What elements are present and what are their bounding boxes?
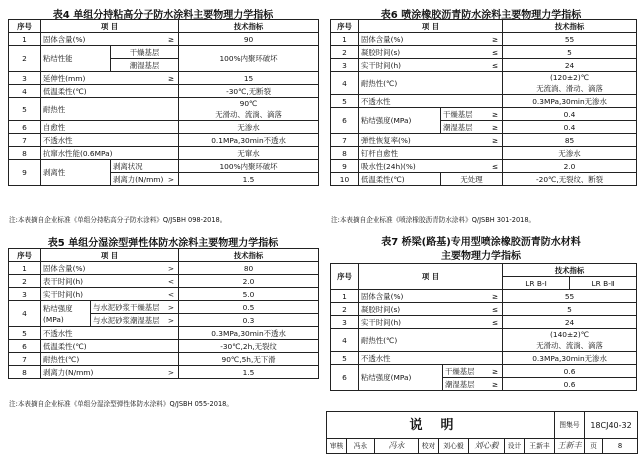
cell-sub: 剥离力(N/mm) > — [111, 173, 179, 186]
cell-item: 粘结性能 — [41, 46, 111, 72]
table6-title: 表6 喷涂橡胶沥青防水涂料主要物理力学指标 — [380, 10, 582, 21]
cell-item: 不透水性 — [41, 134, 179, 147]
table-row — [331, 173, 637, 186]
table-row — [331, 329, 637, 352]
cell-value: 0.4 — [503, 108, 637, 121]
cell-value: 0.3 — [179, 314, 319, 327]
cell-no: 9 — [331, 160, 359, 173]
table-row — [9, 85, 319, 98]
cell-item: 表干时间(h) < — [41, 275, 179, 288]
cell-item: 实干时间(h) ≤ — [359, 316, 503, 329]
table-row — [9, 33, 319, 46]
checker-name: 刘心毅 — [439, 439, 469, 453]
header-item: 项 目 — [41, 20, 179, 33]
cell-item: 实干时间(h) < — [41, 288, 179, 301]
cell-item: 粘结强度(MPa) — [359, 365, 443, 391]
table-row — [331, 59, 637, 72]
cell-value: 0.3MPa,30min无渗水 — [503, 95, 637, 108]
cell-sub: 潮湿基层 ≥ — [443, 378, 503, 391]
table-row — [331, 95, 637, 108]
cell-value: (120±2)℃ 无流淌、滑动、滴落 — [503, 72, 637, 95]
cell-value: -20℃,无裂纹、断裂 — [503, 173, 637, 186]
cell-item: 低温柔性(℃) — [41, 85, 179, 98]
table5 — [8, 248, 319, 379]
cell-value: 80 — [179, 262, 319, 275]
table-row — [9, 353, 319, 366]
cell-value: 0.3MPa,30min不透水 — [179, 327, 319, 340]
table-row — [331, 134, 637, 147]
table6-note: 注:本表摘自企业标准《喷涂橡胶沥青防水涂料》Q/JSBH 301-2018。 — [331, 216, 536, 224]
cell-value: 5.0 — [179, 288, 319, 301]
header-spec: 技术指标 — [503, 264, 637, 277]
cell-item: 延伸性(mm) ≥ — [41, 72, 179, 85]
cell-item: 固体含量(%) ≥ — [41, 33, 179, 46]
table-row — [331, 290, 637, 303]
design-label: 设计 — [505, 439, 525, 453]
cell-value: 90℃ 无滑动、流淌、滴落 — [179, 98, 319, 121]
cell-no: 2 — [9, 46, 41, 72]
table-row — [9, 301, 319, 314]
cell-value: 90 — [179, 33, 319, 46]
reviewer-name: 冯永 — [347, 439, 375, 453]
cell-item: 凝胶时间(s) ≤ — [359, 303, 503, 316]
table-row — [9, 160, 319, 173]
cell-value: 15 — [179, 72, 319, 85]
cell-value: 0.4 — [503, 121, 637, 134]
table-row — [331, 147, 637, 160]
table4-title: 表4 单组分持粘高分子防水涂料主要物理力学指标 — [52, 10, 274, 21]
header-no: 序号 — [9, 249, 41, 262]
header-spec: 技术指标 — [503, 20, 637, 33]
cell-item: 钉杆自愈性 — [359, 147, 503, 160]
cell-item: 固体含量(%) > — [41, 262, 179, 275]
cell-no: 7 — [9, 353, 41, 366]
cell-value: 55 — [503, 33, 637, 46]
cell-value: 0.1MPa,30min不透水 — [179, 134, 319, 147]
cell-value: 24 — [503, 316, 637, 329]
table-row — [331, 46, 637, 59]
table5-note: 注:本表摘自企业标准《单组分湿涂型弹性体防水涂料》Q/JSBH 055-2018。 — [9, 400, 233, 408]
cell-no: 9 — [9, 160, 41, 186]
checker-signature — [469, 439, 505, 453]
cell-item: 不透水性 — [41, 327, 179, 340]
cell-no: 8 — [331, 147, 359, 160]
header-spec: 技术指标 — [179, 249, 319, 262]
cell-item: 不透水性 — [359, 352, 503, 365]
cell-item: 剥离力(N/mm) > — [41, 366, 179, 379]
table-row — [9, 288, 319, 301]
drawing-title: 说明 — [327, 412, 555, 439]
table-row — [9, 20, 319, 33]
table-row — [9, 275, 319, 288]
cell-no: 3 — [9, 288, 41, 301]
cell-value: 5 — [503, 303, 637, 316]
cell-item: 耐热性(℃) — [359, 329, 503, 352]
cell-no: 8 — [9, 366, 41, 379]
cell-sub: 干燥基层 ≥ — [441, 108, 503, 121]
header-item: 项 目 — [359, 20, 503, 33]
cell-value: (140±2)℃ 无滑动、流淌、滴落 — [503, 329, 637, 352]
table-row — [331, 33, 637, 46]
table-row — [9, 46, 319, 59]
cell-no: 4 — [331, 329, 359, 352]
cell-no: 3 — [9, 72, 41, 85]
header-spec: 技术指标 — [179, 20, 319, 33]
cell-sub: 干燥基层 — [111, 46, 179, 59]
table6 — [330, 19, 637, 186]
table-row — [331, 365, 637, 378]
table-row — [9, 98, 319, 121]
cell-no: 7 — [331, 134, 359, 147]
cell-value: -30℃,2h,无裂纹 — [179, 340, 319, 353]
table-row — [331, 316, 637, 329]
cell-no: 1 — [331, 290, 359, 303]
table-row — [9, 327, 319, 340]
cell-item: 弹性恢复率(%) ≥ — [359, 134, 503, 147]
cell-value: 1.5 — [179, 173, 319, 186]
header-item: 项 目 — [359, 264, 503, 290]
cell-value: -30℃,无断裂 — [179, 85, 319, 98]
cell-item: 吸水性(24h)(%) ≤ — [359, 160, 503, 173]
table-row — [331, 72, 637, 95]
cell-sub: 剥离状况 — [111, 160, 179, 173]
table-row — [9, 262, 319, 275]
table-row — [9, 249, 319, 262]
cell-item: 自愈性 — [41, 121, 179, 134]
cell-value: 无窜水 — [179, 147, 319, 160]
cell-no: 3 — [331, 316, 359, 329]
table-row — [9, 121, 319, 134]
cell-value: 2.0 — [503, 160, 637, 173]
cell-no: 6 — [331, 365, 359, 391]
table7-title-line2: 主要物理力学指标 — [441, 251, 521, 262]
cell-no: 2 — [331, 46, 359, 59]
table4 — [8, 19, 319, 186]
cell-value: 85 — [503, 134, 637, 147]
cell-item: 固体含量(%) ≥ — [359, 290, 503, 303]
reviewer-signature — [375, 439, 419, 453]
cell-item: 粘结强度 (MPa) — [41, 301, 91, 327]
table-row — [9, 134, 319, 147]
check-label: 校对 — [419, 439, 439, 453]
cell-item: 剥离性 — [41, 160, 111, 186]
table-row — [331, 303, 637, 316]
cell-value: 0.5 — [179, 301, 319, 314]
cell-sub: 干燥基层 ≥ — [443, 365, 503, 378]
cell-item: 抗窜水性能(0.6MPa) — [41, 147, 179, 160]
cell-no: 2 — [9, 275, 41, 288]
cell-no: 6 — [331, 108, 359, 134]
cell-item: 耐热性 — [41, 98, 179, 121]
cell-item: 不透水性 — [359, 95, 503, 108]
atlas-number: 18CJ40-32 — [585, 412, 637, 439]
cell-item: 耐热性(℃) — [41, 353, 179, 366]
cell-item: 低温柔性(℃) — [41, 340, 179, 353]
cell-value: 100%内聚环破坏 — [179, 46, 319, 72]
cell-no: 8 — [9, 147, 41, 160]
cell-sub: 与水泥砂浆干燥基层 > — [91, 301, 179, 314]
designer-signature — [555, 439, 585, 453]
table-row — [331, 352, 637, 365]
header-no: 序号 — [331, 264, 359, 290]
table7 — [330, 263, 637, 391]
cell-value: 0.6 — [503, 378, 637, 391]
cell-no: 1 — [331, 33, 359, 46]
cell-no: 4 — [331, 72, 359, 95]
header-no: 序号 — [331, 20, 359, 33]
cell-value: 0.6 — [503, 365, 637, 378]
reviewer-signature-mark: 冯永 — [388, 441, 405, 450]
header-lr2: LR B-Ⅱ — [570, 277, 637, 290]
cell-sub: 无处理 — [441, 173, 503, 186]
cell-no: 1 — [9, 33, 41, 46]
cell-value: 0.3MPa,30min无渗水 — [503, 352, 637, 365]
table7-title-line1: 表7 桥梁(路基)专用型喷涂橡胶沥青防水材料 — [381, 237, 581, 248]
header-lr1: LR B-Ⅰ — [503, 277, 570, 290]
cell-item: 凝胶时间(s) ≤ — [359, 46, 503, 59]
atlas-label: 图集号 — [555, 412, 585, 439]
title-block — [326, 411, 638, 454]
cell-no: 6 — [9, 121, 41, 134]
cell-no: 2 — [331, 303, 359, 316]
page-label: 页 — [585, 439, 603, 453]
cell-value: 90℃,5h,无下滑 — [179, 353, 319, 366]
table-row — [9, 72, 319, 85]
cell-value: 2.0 — [179, 275, 319, 288]
table-row — [331, 108, 637, 121]
cell-no: 5 — [9, 98, 41, 121]
checker-signature-mark: 刘心毅 — [474, 441, 499, 450]
cell-item: 耐热性(℃) — [359, 72, 503, 95]
cell-no: 5 — [9, 327, 41, 340]
cell-no: 1 — [9, 262, 41, 275]
cell-item: 固体含量(%) ≥ — [359, 33, 503, 46]
cell-item: 实干时间(h) ≤ — [359, 59, 503, 72]
cell-value: 1.5 — [179, 366, 319, 379]
cell-value: 100%内聚环破坏 — [179, 160, 319, 173]
header-no: 序号 — [9, 20, 41, 33]
cell-value: 无渗水 — [503, 147, 637, 160]
cell-no: 4 — [9, 301, 41, 327]
table-row — [331, 264, 637, 277]
cell-no: 6 — [9, 340, 41, 353]
table-row — [9, 147, 319, 160]
table-row — [331, 160, 637, 173]
cell-no: 7 — [9, 134, 41, 147]
cell-item: 粘结强度(MPa) — [359, 108, 441, 134]
cell-item: 低温柔性(℃) — [359, 173, 441, 186]
cell-no: 5 — [331, 95, 359, 108]
cell-sub: 潮湿基层 ≥ — [441, 121, 503, 134]
designer-name: 王新丰 — [525, 439, 555, 453]
table-row — [9, 340, 319, 353]
cell-value: 24 — [503, 59, 637, 72]
cell-sub: 潮湿基层 — [111, 59, 179, 72]
cell-sub: 与水泥砂浆潮湿基层 > — [91, 314, 179, 327]
cell-no: 5 — [331, 352, 359, 365]
table-row — [9, 366, 319, 379]
cell-no: 4 — [9, 85, 41, 98]
header-item: 项 目 — [41, 249, 179, 262]
table4-note: 注:本表摘自企业标准《单组分持粘高分子防水涂料》Q/JSBH 098-2018。 — [9, 216, 227, 224]
cell-no: 10 — [331, 173, 359, 186]
cell-value: 5 — [503, 46, 637, 59]
cell-value: 无渗水 — [179, 121, 319, 134]
review-label: 审核 — [327, 439, 347, 453]
cell-value: 55 — [503, 290, 637, 303]
table5-title: 表5 单组分湿涂型弹性体防水涂料主要物理力学指标 — [47, 238, 279, 249]
table-row — [331, 20, 637, 33]
cell-no: 3 — [331, 59, 359, 72]
page-number: 8 — [617, 442, 623, 450]
designer-signature-mark: 王新丰 — [557, 441, 582, 450]
